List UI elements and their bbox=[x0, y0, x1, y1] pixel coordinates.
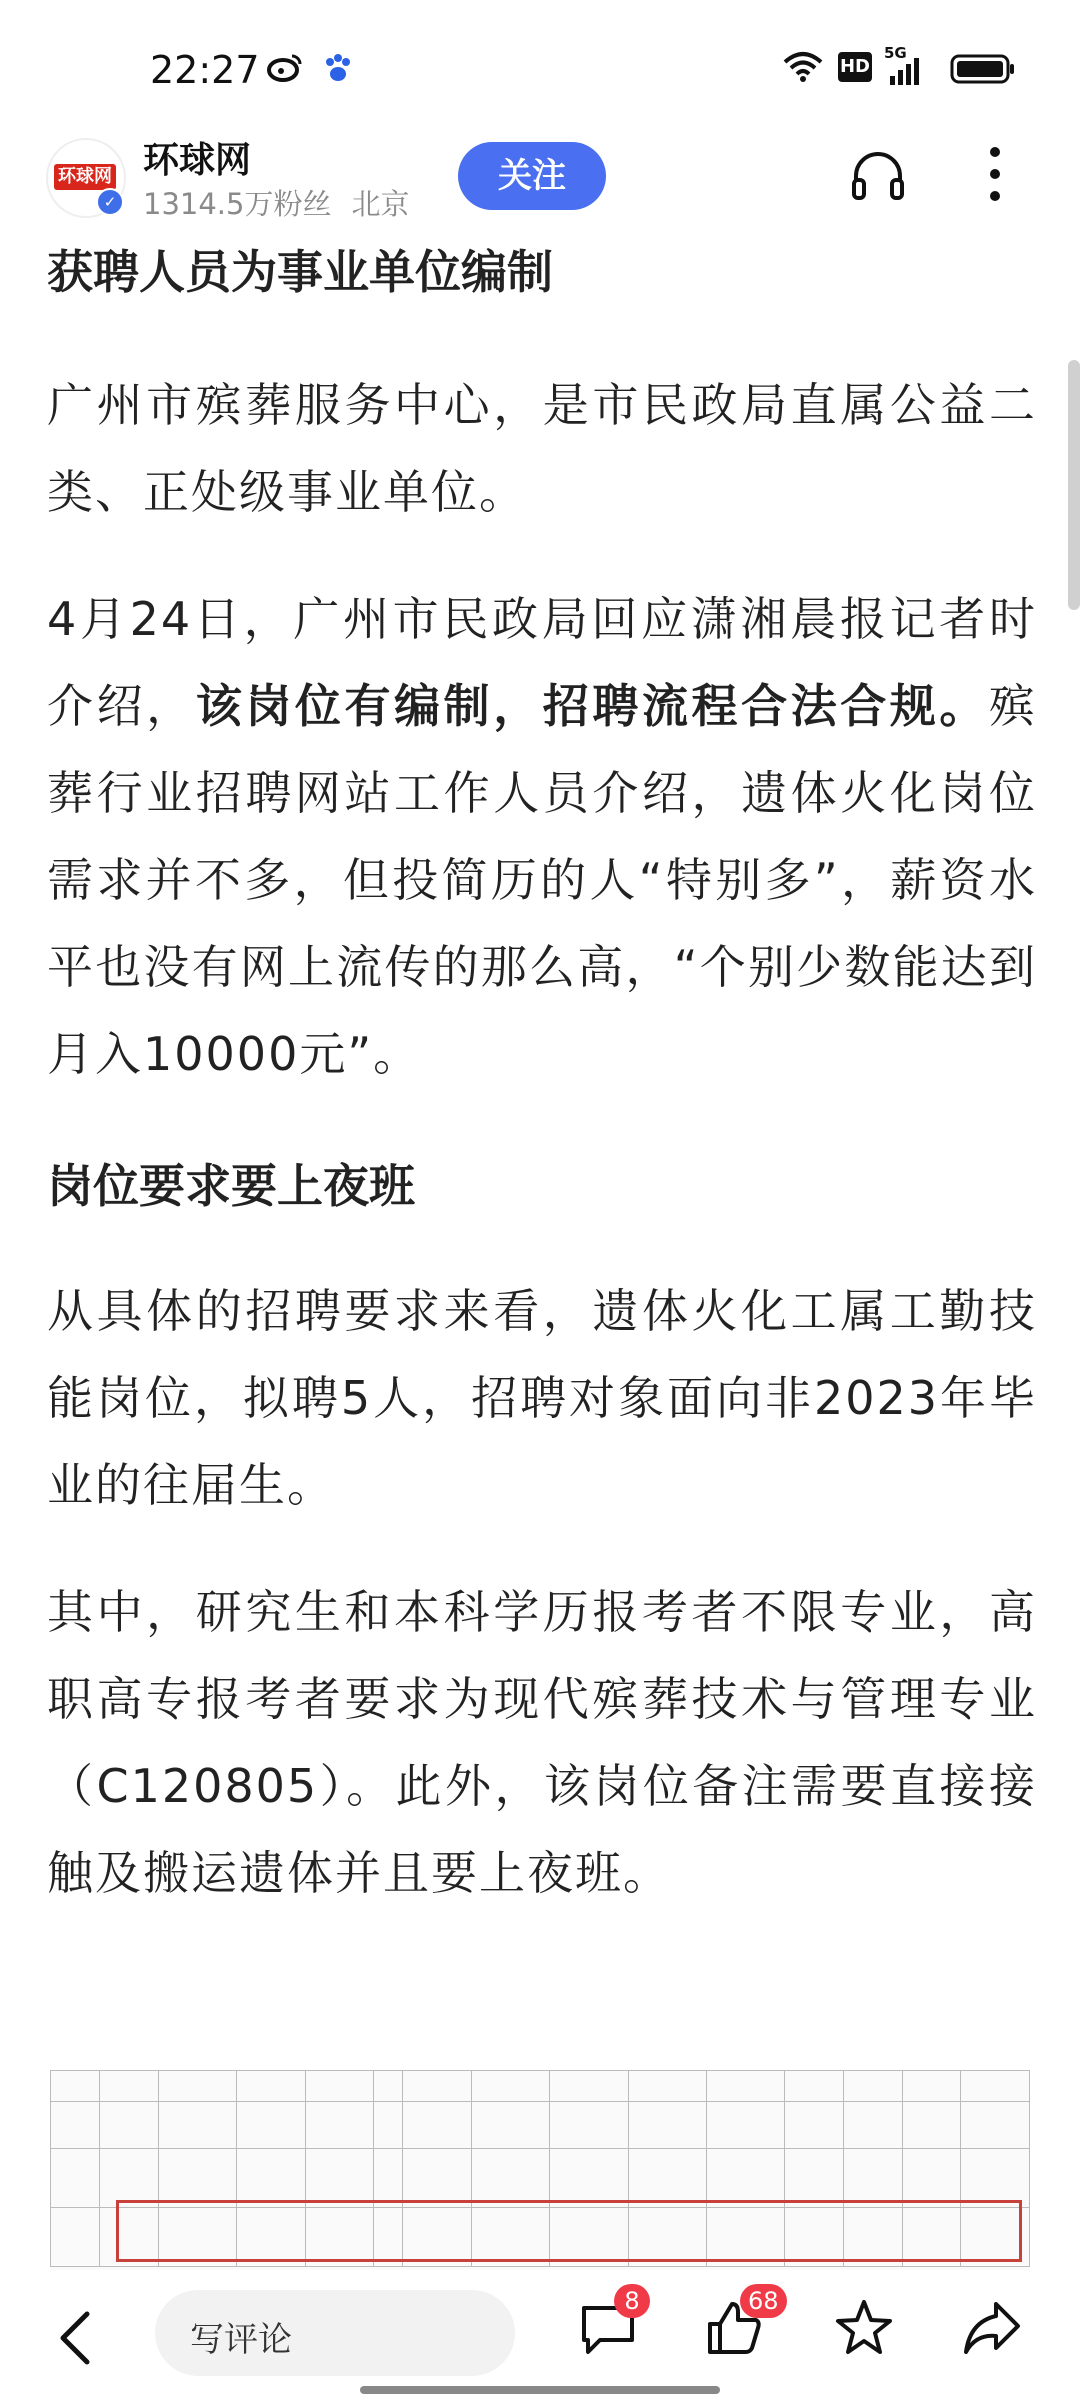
comment-button[interactable] bbox=[578, 2287, 640, 2362]
battery-icon bbox=[950, 54, 1016, 84]
section-heading: 获聘人员为事业单位编制 bbox=[47, 245, 553, 299]
network-type: 5G bbox=[884, 44, 907, 62]
paragraph: 其中，研究生和本科学历报考者不限专业，高职高专报考者要求为现代殡葬技术与管理专业（C120805）。此外，该岗位备注需要直接接触及搬运遗体并且要上夜班。 bbox=[47, 1585, 1037, 1900]
share-icon[interactable] bbox=[962, 2298, 1022, 2358]
headphone-icon[interactable] bbox=[850, 148, 906, 204]
source-logo: 环球网 bbox=[54, 164, 116, 190]
paragraph: 从具体的招聘要求来看，遗体火化工属工勤技能岗位，拟聘5人，招聘对象面向非2023年毕业的往届生。 bbox=[47, 1284, 1037, 1512]
highlighted-row bbox=[116, 2200, 1022, 2262]
hd-icon: HD bbox=[838, 52, 872, 82]
comment-input[interactable] bbox=[155, 2290, 515, 2376]
verified-icon: ✓ bbox=[96, 188, 124, 216]
weibo-icon bbox=[266, 52, 304, 82]
scrollbar[interactable] bbox=[1068, 360, 1080, 610]
bottom-action-bar bbox=[0, 2270, 1080, 2400]
like-count-badge: 68 bbox=[740, 2284, 787, 2318]
baidu-paw-icon bbox=[322, 52, 354, 84]
source-meta bbox=[143, 182, 430, 223]
home-indicator bbox=[360, 2386, 720, 2394]
comment-count-badge: 8 bbox=[614, 2284, 650, 2318]
article-body bbox=[47, 230, 1037, 1917]
like-button[interactable] bbox=[704, 2287, 779, 2362]
chevron-left-icon[interactable] bbox=[55, 2308, 95, 2368]
paragraph-text: 殡葬行业招聘网站工作人员介绍，遗体火化岗位需求并不多，但投简历的人“特别多”，薪资水平也没有网上流传的那么高，“个别少数能达到月入10000元”。 bbox=[47, 679, 1038, 1081]
wifi-icon bbox=[782, 50, 824, 82]
source-location: 北京 bbox=[351, 187, 410, 221]
more-vertical-icon[interactable] bbox=[985, 144, 1005, 204]
paragraph bbox=[47, 576, 1037, 1098]
article-header bbox=[0, 130, 1080, 230]
star-icon[interactable] bbox=[834, 2298, 894, 2358]
source-name[interactable]: 环球网 bbox=[143, 140, 252, 181]
comment-placeholder: 写评论 bbox=[190, 2320, 292, 2360]
follow-button[interactable]: 关注 bbox=[458, 142, 606, 210]
paragraph-bold: 该岗位有编制，招聘流程合法合规。 bbox=[195, 679, 990, 733]
status-bar bbox=[0, 0, 1080, 130]
recruitment-table-image[interactable] bbox=[50, 2070, 1030, 2270]
paragraph-text: 4月24日，广州市民政局回应潇湘晨报记者时介绍， bbox=[47, 592, 1037, 733]
signal-icon bbox=[884, 58, 924, 86]
follower-count: 1314.5万粉丝 bbox=[143, 187, 332, 221]
paragraph: 广州市殡葬服务中心，是市民政局直属公益二类、正处级事业单位。 bbox=[47, 378, 1037, 519]
status-time: 22:27 bbox=[150, 48, 260, 92]
section-heading: 岗位要求要上夜班 bbox=[47, 1159, 415, 1213]
